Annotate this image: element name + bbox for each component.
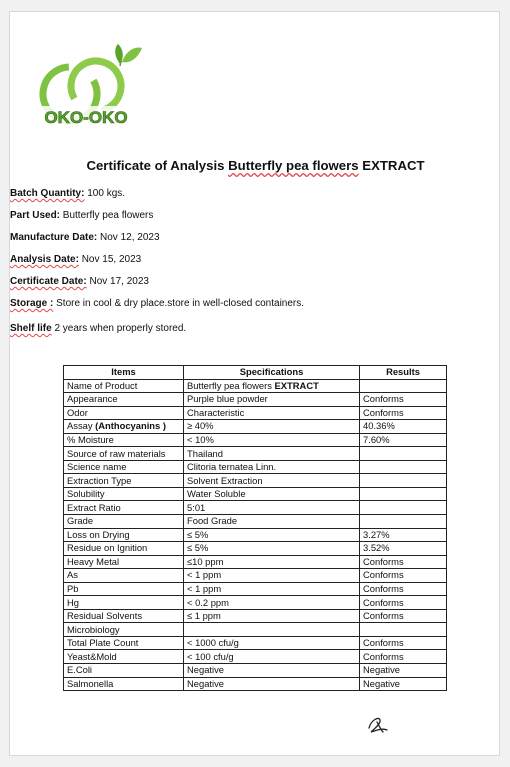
table-row: [64, 582, 447, 596]
result-cell: 40.36%: [360, 420, 447, 434]
spec-cell: Thailand: [184, 447, 360, 461]
spec-cell: < 1 ppm: [184, 582, 360, 596]
result-cell: Negative: [360, 664, 447, 678]
spec-cell: ≤ 5%: [184, 528, 360, 542]
spec-cell: < 10%: [184, 433, 360, 447]
table-row: [64, 406, 447, 420]
spec-cell: ≤ 5%: [184, 542, 360, 556]
spec-cell: < 0.2 ppm: [184, 596, 360, 610]
shelf-life-line: Shelf life 2 years when properly stored.: [10, 323, 187, 334]
spec-cell: 5:01: [184, 501, 360, 515]
result-cell: Conforms: [360, 555, 447, 569]
result-cell: Conforms: [360, 582, 447, 596]
item-cell: Yeast&Mold: [64, 650, 184, 664]
storage-line: Storage : Store in cool & dry place.store in well-closed containers.: [10, 298, 305, 309]
spec-cell: Negative: [184, 664, 360, 678]
spec-cell: ≤10 ppm: [184, 555, 360, 569]
table-row: [64, 487, 447, 501]
table-row: [64, 420, 447, 434]
part-used-line: Part Used: Butterfly pea flowers: [10, 210, 154, 221]
spec-cell: < 100 cfu/g: [184, 650, 360, 664]
item-cell: Extraction Type: [64, 474, 184, 488]
table-row: [64, 596, 447, 610]
result-cell: [360, 474, 447, 488]
analysis-table: [63, 365, 447, 691]
item-cell: Grade: [64, 515, 184, 529]
item-cell: Pb: [64, 582, 184, 596]
table-row: [64, 501, 447, 515]
spec-cell: < 1 ppm: [184, 569, 360, 583]
result-cell: Conforms: [360, 406, 447, 420]
result-cell: [360, 515, 447, 529]
table-row: [64, 609, 447, 623]
item-cell: Hg: [64, 596, 184, 610]
table-row: [64, 474, 447, 488]
result-cell: Conforms: [360, 650, 447, 664]
table-row: [64, 569, 447, 583]
table-row: [64, 650, 447, 664]
result-cell: 7.60%: [360, 433, 447, 447]
manufacture-date-line: Manufacture Date: Nov 12, 2023: [10, 232, 160, 243]
spec-cell: < 1000 cfu/g: [184, 636, 360, 650]
table-row: [64, 636, 447, 650]
table-header-row: [64, 366, 447, 380]
table-row: [64, 393, 447, 407]
spec-cell: Negative: [184, 677, 360, 691]
item-cell: As: [64, 569, 184, 583]
result-cell: Conforms: [360, 569, 447, 583]
table-row: [64, 447, 447, 461]
svg-text:OKO-OKO: OKO-OKO: [44, 108, 128, 127]
item-cell: Appearance: [64, 393, 184, 407]
item-cell: Assay (Anthocyanins ): [64, 420, 184, 434]
result-cell: Conforms: [360, 596, 447, 610]
table-row: [64, 542, 447, 556]
header-specifications: Specifications: [184, 366, 360, 380]
table-row: [64, 528, 447, 542]
result-cell: Conforms: [360, 609, 447, 623]
item-cell: Residual Solvents: [64, 609, 184, 623]
result-cell: [360, 379, 447, 393]
spec-cell: Solvent Extraction: [184, 474, 360, 488]
item-cell: Microbiology: [64, 623, 184, 637]
result-cell: [360, 501, 447, 515]
item-cell: % Moisture: [64, 433, 184, 447]
item-cell: Residue on Ignition: [64, 542, 184, 556]
table-row: [64, 555, 447, 569]
spec-cell: ≥ 40%: [184, 420, 360, 434]
table-row: [64, 433, 447, 447]
item-cell: Salmonella: [64, 677, 184, 691]
item-cell: Loss on Drying: [64, 528, 184, 542]
document-page: [9, 11, 500, 756]
spec-cell: Water Soluble: [184, 487, 360, 501]
item-cell: Science name: [64, 460, 184, 474]
item-cell: Name of Product: [64, 379, 184, 393]
result-cell: [360, 460, 447, 474]
table-row: [64, 623, 447, 637]
result-cell: Conforms: [360, 393, 447, 407]
spec-cell: [184, 623, 360, 637]
item-cell: Solubility: [64, 487, 184, 501]
table-row: [64, 515, 447, 529]
analysis-date-line: Analysis Date: Nov 15, 2023: [10, 254, 142, 265]
table-row: [64, 664, 447, 678]
result-cell: 3.27%: [360, 528, 447, 542]
item-cell: Extract Ratio: [64, 501, 184, 515]
document-title: Certificate of Analysis Butterfly pea flowers EXTRACT: [86, 158, 425, 173]
item-cell: Source of raw materials: [64, 447, 184, 461]
table-row: [64, 460, 447, 474]
spec-cell: Food Grade: [184, 515, 360, 529]
result-cell: Negative: [360, 677, 447, 691]
batch-quantity-line: Batch Quantity: 100 kgs.: [10, 188, 126, 199]
signature: [363, 712, 393, 736]
item-cell: E.Coli: [64, 664, 184, 678]
result-cell: Conforms: [360, 636, 447, 650]
result-cell: [360, 447, 447, 461]
table-row: [64, 379, 447, 393]
result-cell: [360, 487, 447, 501]
header-items: Items: [64, 366, 184, 380]
oko-oko-logo: [30, 36, 150, 146]
spec-cell: Clitoria ternatea Linn.: [184, 460, 360, 474]
result-cell: [360, 623, 447, 637]
item-cell: Heavy Metal: [64, 555, 184, 569]
spec-cell: Characteristic: [184, 406, 360, 420]
item-cell: Total Plate Count: [64, 636, 184, 650]
item-cell: Odor: [64, 406, 184, 420]
result-cell: 3.52%: [360, 542, 447, 556]
table-row: [64, 677, 447, 691]
spec-cell: Butterfly pea flowers EXTRACT: [184, 379, 360, 393]
spec-cell: ≤ 1 ppm: [184, 609, 360, 623]
certificate-date-line: Certificate Date: Nov 17, 2023: [10, 276, 149, 287]
spec-cell: Purple blue powder: [184, 393, 360, 407]
header-results: Results: [360, 366, 447, 380]
